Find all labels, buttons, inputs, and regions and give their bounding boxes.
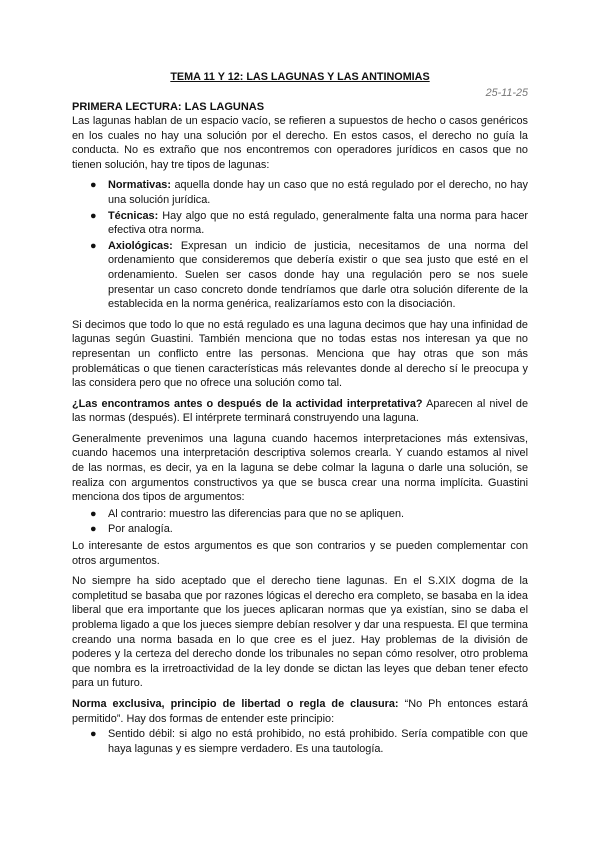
argument-text: Por analogía.	[108, 523, 173, 536]
question-bold: ¿Las encontramos antes o después de la actividad interpretativa?	[72, 397, 423, 410]
list-item	[90, 727, 528, 756]
prevent-paragraph: Generalmente prevenimos una laguna cuando hacemos interpretaciones más extensivas, cuando hacemos una interpretación descriptiva solemos crearla. Y cuando estamos al nivel de las normas, es decir, ya en la laguna se debe colmar la laguna o darle una solución, se realiza con argumentos constructivos ya que se busca crear una norma implícita. Guastini menciona dos tipos de argumentos:	[72, 432, 528, 504]
senses-list	[72, 727, 528, 756]
list-item	[90, 522, 528, 537]
bullet-icon: ●	[90, 209, 97, 222]
norma-paragraph	[72, 697, 528, 726]
type-term: Técnicas:	[108, 209, 159, 222]
section-heading: PRIMERA LECTURA: LAS LAGUNAS	[72, 101, 265, 113]
type-term: Normativas:	[108, 179, 171, 192]
lagunas-types-list	[72, 178, 528, 311]
arguments-list	[72, 507, 528, 537]
list-item	[90, 507, 528, 522]
question-answer: Aparecen al nivel de las normas (después). El intérprete terminará construyendo una laguna.	[72, 397, 528, 425]
question-paragraph	[72, 397, 528, 426]
type-text: Expresan un indicio de justicia, necesitamos de una norma del ordenamiento que consideremos que debería existir o que sea justo que esté en el ordenamiento. Suelen ser casos donde hay una regulación pero se nos suele presentar un caso concreto donde tendríamos que darle otra solución diferente de la establecida en la norma genérica, realizaríamos esto con la disociación.	[108, 239, 528, 311]
intro-paragraph: Las lagunas hablan de un espacio vacío, se refieren a supuestos de hecho o casos genéricos en los cuales no hay una solución por el derecho. En estos casos, el derecho no guía la conducta. No es extraño que nos encontremos con operadores jurídicos en casos que no tienen solución, hay tre tipos de lagunas:	[72, 115, 528, 171]
norma-bold: Norma exclusiva, principio de libertad o regla de clausura:	[72, 697, 399, 710]
list-item	[90, 178, 528, 207]
bullet-icon: ●	[90, 523, 97, 536]
document-title: TEMA 11 Y 12: LAS LAGUNAS Y LAS ANTINOMIAS	[170, 71, 430, 83]
list-item	[90, 239, 528, 312]
sense-text: Sentido débil: si algo no está prohibido, no está prohibido. Sería compatible con que haya lagunas y es siempre verdadero. Es una tautología.	[108, 728, 528, 755]
history-paragraph: No siempre ha sido aceptado que el derecho tiene lagunas. En el S.XIX dogma de la completitud se basaba que por razones lógicas el derecho era completo, se basaba en la idea liberal que era importante que los jueces aplicaran normas que ya existían, sino se daba el problema ligado a que los jueces siempre debían resolver y dar una respuesta. El que termina creando una norma basada en lo que cree es el juez. Hay problemas de la división de poderes y la certeza del derecho donde los tribunales no sepan cómo resolver, otro problema que nombra es la irretroactividad de la ley donde se dictan las leyes que deban tener efecto para un futuro.	[72, 575, 528, 690]
argument-text: Al contrario: muestro las diferencias para que no se apliquen.	[108, 507, 405, 520]
bullet-icon: ●	[90, 728, 97, 741]
list-item	[90, 209, 528, 238]
document-date: 25-11-25	[485, 87, 528, 99]
arguments-paragraph: Lo interesante de estos argumentos es que son contrarios y se pueden complementar con otros argumentos.	[72, 540, 528, 567]
type-text: aquella donde hay un caso que no está regulado por el derecho, no hay una solución jurídica.	[108, 179, 528, 206]
guastini-paragraph: Si decimos que todo lo que no está regulado es una laguna decimos que hay una infinidad de lagunas según Guastini. También menciona que no todas estas nos interesan ya que no representan un conflicto entre las personas. Menciona que hay otras que son más problemáticas o que tienen características más relevantes donde al derecho sí le preocupa y las considera pero que no ofrece una solución como tal.	[72, 318, 528, 390]
type-term: Axiológicas:	[108, 239, 173, 252]
bullet-icon: ●	[90, 507, 97, 520]
norma-text: “No Ph entonces estará permitido”. Hay dos formas de entender este principio:	[72, 697, 528, 725]
bullet-icon: ●	[90, 179, 97, 192]
bullet-icon: ●	[90, 239, 97, 252]
document-page	[72, 70, 528, 762]
type-text: Hay algo que no está regulado, generalmente falta una norma para hacer efectiva otra norma.	[108, 209, 528, 237]
